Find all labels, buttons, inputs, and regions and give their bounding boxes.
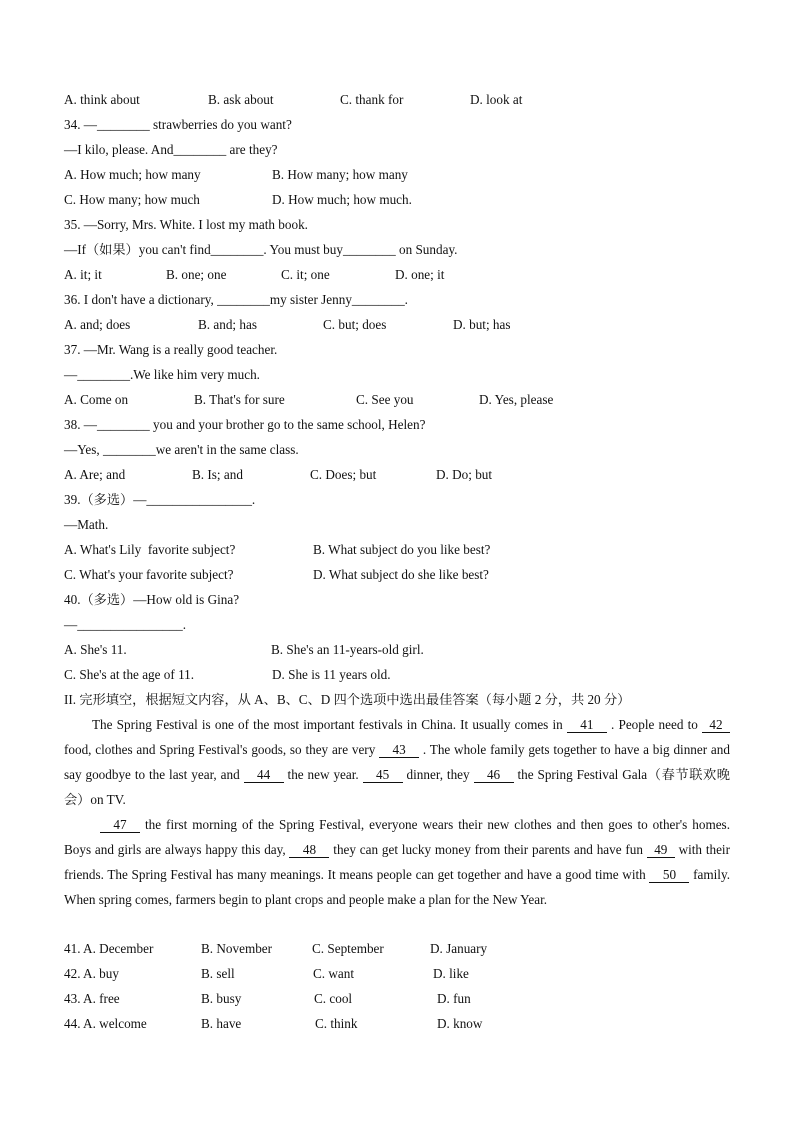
q38-option-b: B. Is; and — [192, 467, 243, 482]
q37-option-b: B. That's for sure — [194, 392, 285, 407]
q42-option-b: B. sell — [201, 966, 235, 981]
blank-44: 44 — [244, 768, 284, 783]
q41-option-a: 41. A. December — [64, 941, 154, 956]
q44-option-a: 44. A. welcome — [64, 1016, 147, 1031]
q40-option-a: A. She's 11. — [64, 642, 127, 657]
q39-reply: —Math. — [64, 517, 109, 532]
q35-option-a: A. it; it — [64, 267, 102, 282]
q44-option-b: B. have — [201, 1016, 242, 1031]
q37-stem: 37. —Mr. Wang is a really good teacher. — [64, 342, 278, 357]
q34-option-d: D. How much; how much. — [272, 192, 412, 207]
q36-option-b: B. and; has — [198, 317, 257, 332]
q40-option-b: B. She's an 11-years-old girl. — [271, 642, 424, 657]
blank-47: 47 — [100, 818, 140, 833]
q33-option-d: D. look at — [470, 92, 523, 107]
q38-stem: 38. —________ you and your brother go to the same school, Helen? — [64, 417, 426, 432]
blank-48: 48 — [289, 843, 329, 858]
q36-option-c: C. but; does — [323, 317, 387, 332]
q37-reply: —________.We like him very much. — [64, 367, 260, 382]
q34-stem: 34. —________ strawberries do you want? — [64, 117, 292, 132]
q35-option-b: B. one; one — [166, 267, 227, 282]
q43-option-b: B. busy — [201, 991, 242, 1006]
q36-option-d: D. but; has — [453, 317, 511, 332]
q39-stem: 39.（多选）—________________. — [64, 492, 256, 507]
q35-option-d: D. one; it — [395, 267, 445, 282]
q34-reply: —I kilo, please. And________ are they? — [64, 142, 278, 157]
q39-option-a: A. What's Lily favorite subject? — [64, 542, 236, 557]
q36-option-a: A. and; does — [64, 317, 131, 332]
q43-option-d: D. fun — [437, 991, 471, 1006]
q37-option-a: A. Come on — [64, 392, 129, 407]
q39-option-b: B. What subject do you like best? — [313, 542, 491, 557]
q40-option-d: D. She is 11 years old. — [272, 667, 391, 682]
q38-option-c: C. Does; but — [310, 467, 377, 482]
q33-option-c: C. thank for — [340, 92, 404, 107]
passage-paragraph-1: The Spring Festival is one of the most important festivals in China. It usually comes in 41 . People need to 42 food, clothes and Spring Festival's goods, so they are very 43 . The whole family gets together to have a big dinner and say goodbye to the last year, and 44 the new year. 45 dinner, they 46 the Spring Festival Gala（春节联欢晚会）on TV. — [64, 717, 730, 807]
passage-paragraph-2: 47 the first morning of the Spring Festival, everyone wears their new clothes and then goes to other's homes. Boys and girls are always happy this day, 48 they can get lucky money from their parents and have fun 49 with their friends. The Spring Festival has many meanings. It means people can get together and have a good time with 50 family. When spring comes, farmers begin to plant crops and people make a plan for the New Year. — [64, 817, 730, 907]
blank-49: 49 — [647, 843, 675, 858]
q35-option-c: C. it; one — [281, 267, 330, 282]
q44-option-c: C. think — [315, 1016, 358, 1031]
q38-reply: —Yes, ________we aren't in the same class. — [64, 442, 299, 457]
q40-stem: 40.（多选）—How old is Gina? — [64, 592, 240, 607]
blank-50: 50 — [649, 868, 689, 883]
q37-option-d: D. Yes, please — [479, 392, 554, 407]
q42-option-d: D. like — [433, 966, 469, 981]
blank-46: 46 — [474, 768, 514, 783]
q34-option-a: A. How much; how many — [64, 167, 201, 182]
q40-option-c: C. She's at the age of 11. — [64, 667, 195, 682]
q41-option-b: B. November — [201, 941, 273, 956]
q34-option-c: C. How many; how much — [64, 192, 200, 207]
q33-option-b: B. ask about — [208, 92, 274, 107]
blank-42: 42 — [702, 718, 730, 733]
q40-reply: —________________. — [64, 617, 186, 632]
q33-option-a: A. think about — [64, 92, 140, 107]
q35-stem: 35. —Sorry, Mrs. White. I lost my math book. — [64, 217, 308, 232]
q43-option-c: C. cool — [314, 991, 353, 1006]
q42-option-c: C. want — [313, 966, 355, 981]
q39-option-d: D. What subject do she like best? — [313, 567, 489, 582]
q39-option-c: C. What's your favorite subject? — [64, 567, 234, 582]
blank-41: 41 — [567, 718, 607, 733]
q43-option-a: 43. A. free — [64, 991, 120, 1006]
q37-option-c: C. See you — [356, 392, 414, 407]
q35-reply: —If（如果）you can't find________. You must buy________ on Sunday. — [64, 242, 458, 257]
q38-option-a: A. Are; and — [64, 467, 126, 482]
q36-stem: 36. I don't have a dictionary, ________my sister Jenny________. — [64, 292, 408, 307]
blank-43: 43 — [379, 743, 419, 758]
q41-option-d: D. January — [430, 941, 488, 956]
section-2-heading: II. 完形填空，根据短文内容，从 A、B、C、D 四个选项中选出最佳答案（每小题 2 分，共 20 分） — [64, 692, 631, 707]
q41-option-c: C. September — [312, 941, 384, 956]
q42-option-a: 42. A. buy — [64, 966, 119, 981]
blank-45: 45 — [363, 768, 403, 783]
q34-option-b: B. How many; how many — [272, 167, 408, 182]
q38-option-d: D. Do; but — [436, 467, 493, 482]
q44-option-d: D. know — [437, 1016, 483, 1031]
